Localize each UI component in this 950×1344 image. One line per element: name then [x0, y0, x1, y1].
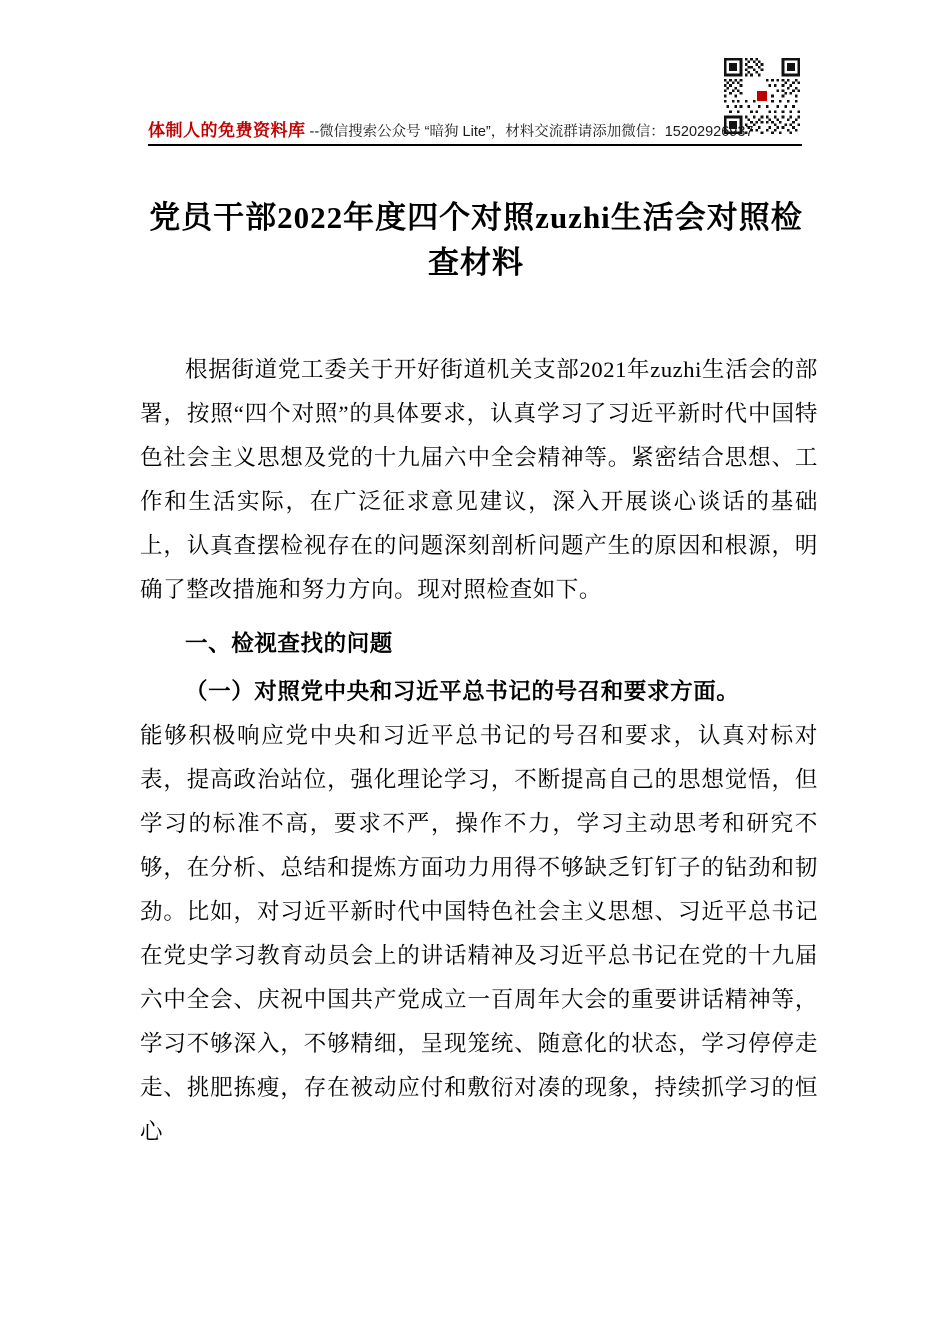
subsection-body-1-1: 能够积极响应党中央和习近平总书记的号召和要求，认真对标对表，提高政治站位，强化理论学习，不断提高自己的思想觉悟，但学习的标准不高，要求不严，操作不力，学习主动思考和研究不够，在分析、总结和提炼方面功力用得不够缺乏钉钉子的钻劲和韧劲。比如，对习近平新时代中国特色社会主义思想、习近平总书记在党史学习教育动员会上的讲话精神及习近平总书记在党的十九届六中全会、庆祝中国共产党成立一百周年大会的重要讲话精神等，学习不够深入，不够精细，呈现笼统、随意化的状态，学习停停走走、挑肥拣瘦，存在被动应付和敷衍对凑的现象，持续抓学习的恒心: [140, 723, 818, 1144]
page-header-banner: [0, 0, 950, 152]
page-title: 党员干部2022年度四个对照zuzhi生活会对照检查材料: [149, 200, 803, 280]
opening-paragraph: 根据街道党工委关于开好街道机关支部2021年zuzhi生活会的部署，按照“四个对照”的具体要求，认真学习了习近平新时代中国特色社会主义思想及党的十九届六中全会精神等。紧密结合思想、工作和生活实际，在广泛征求意见建议，深入开展谈心谈话的基础上，认真查摆检视存在的问题深刻剖析问题产生的原因和根源，明确了整改措施和努力方向。现对照检查如下。: [140, 357, 818, 602]
header-contact-note: --微信搜索公众号 “暗狗 Lite”，材料交流群请添加微信：15202926937: [309, 124, 754, 140]
site-brand-label: 体制人的免费资料库: [148, 121, 306, 140]
subsection-heading-1-1: （一）对照党中央和习近平总书记的号召和要求方面。: [185, 679, 740, 704]
header-text-row: [148, 116, 753, 141]
header-divider: [148, 144, 802, 146]
section-heading-1: 一、检视查找的问题: [185, 631, 393, 656]
document-body: [140, 348, 818, 1154]
